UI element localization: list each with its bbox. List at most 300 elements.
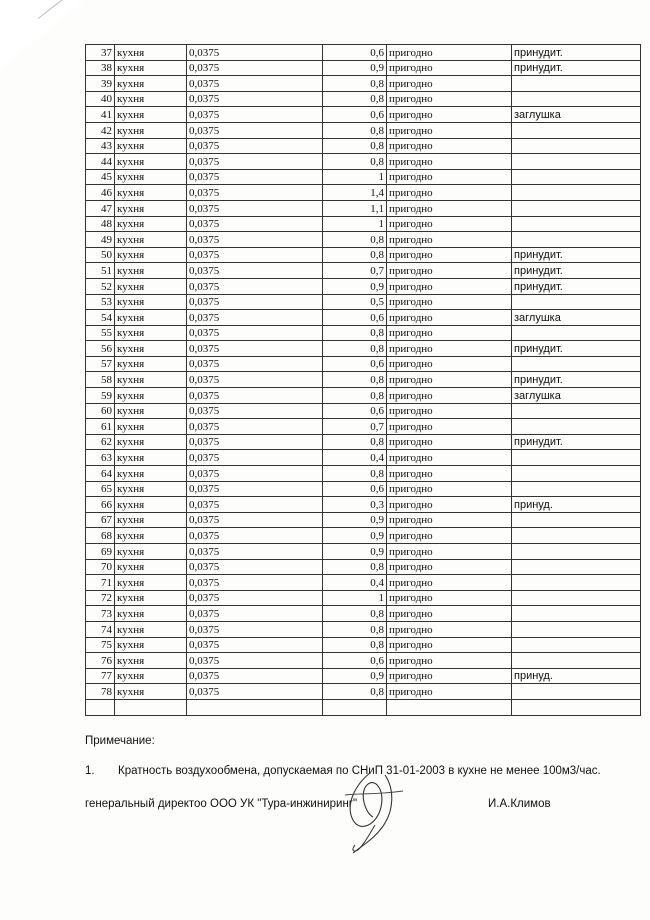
table-row <box>86 356 641 372</box>
air-speed-cell: 0,8 <box>323 91 387 107</box>
air-speed-cell: 0,8 <box>323 559 387 575</box>
status-text-cell: пригодно <box>387 575 512 591</box>
air-speed-cell: 0,8 <box>323 388 387 404</box>
room-name-cell: кухня <box>115 169 187 185</box>
row-number-cell: 41 <box>86 107 115 123</box>
status-text-cell: пригодно <box>387 466 512 482</box>
status-text-cell: пригодно <box>387 76 512 92</box>
note-text-cell <box>512 466 641 482</box>
table-row <box>86 169 641 185</box>
status-text-cell: пригодно <box>387 294 512 310</box>
air-speed-cell: 0,6 <box>323 653 387 669</box>
air-speed-cell: 0,9 <box>323 668 387 684</box>
vent-area-cell: 0,0375 <box>187 653 323 669</box>
status-text-cell: пригодно <box>387 232 512 248</box>
note-text-cell <box>512 216 641 232</box>
room-name-cell: кухня <box>115 450 187 466</box>
air-speed-cell: 1 <box>323 169 387 185</box>
table-row <box>86 325 641 341</box>
note-text-cell <box>512 232 641 248</box>
vent-area-cell: 0,0375 <box>187 684 323 700</box>
signatory-title: генеральный директоо ООО УК "Тура-инжиниринг" <box>85 798 358 810</box>
air-speed-cell: 0,9 <box>323 544 387 560</box>
room-name-cell: кухня <box>115 559 187 575</box>
status-text-cell: пригодно <box>387 185 512 201</box>
air-speed-cell: 0,4 <box>323 450 387 466</box>
room-name-cell: кухня <box>115 107 187 123</box>
row-number-cell: 50 <box>86 247 115 263</box>
vent-area-cell: 0,0375 <box>187 263 323 279</box>
vent-area-cell: 0,0375 <box>187 528 323 544</box>
table-row <box>86 138 641 154</box>
row-number-cell: 70 <box>86 559 115 575</box>
table-row <box>86 528 641 544</box>
row-number-cell: 49 <box>86 232 115 248</box>
table-row <box>86 310 641 326</box>
vent-area-cell: 0,0375 <box>187 185 323 201</box>
status-text-cell: пригодно <box>387 200 512 216</box>
air-speed-cell: 0,6 <box>323 45 387 61</box>
row-number-cell: 48 <box>86 216 115 232</box>
vent-area-cell: 0,0375 <box>187 169 323 185</box>
air-speed-cell: 0,8 <box>323 76 387 92</box>
table-row <box>86 590 641 606</box>
row-number-cell: 46 <box>86 185 115 201</box>
note-text-cell <box>512 653 641 669</box>
table-row <box>86 606 641 622</box>
note-text-cell <box>512 403 641 419</box>
vent-area-cell: 0,0375 <box>187 621 323 637</box>
row-number-cell: 52 <box>86 278 115 294</box>
vent-area-cell: 0,0375 <box>187 434 323 450</box>
status-text-cell: пригодно <box>387 107 512 123</box>
note-text-cell <box>512 138 641 154</box>
air-speed-cell: 0,8 <box>323 154 387 170</box>
air-speed-cell: 0,7 <box>323 263 387 279</box>
note-text-cell <box>512 621 641 637</box>
air-speed-cell: 1 <box>323 216 387 232</box>
vent-area-cell: 0,0375 <box>187 450 323 466</box>
vent-area-cell: 0,0375 <box>187 575 323 591</box>
table-row <box>86 154 641 170</box>
table-row <box>86 45 641 61</box>
vent-area-cell: 0,0375 <box>187 668 323 684</box>
air-speed-cell: 0,8 <box>323 247 387 263</box>
vent-area-cell: 0,0375 <box>187 122 323 138</box>
air-speed-cell: 0,9 <box>323 60 387 76</box>
status-text-cell: пригодно <box>387 528 512 544</box>
note-text-cell: принудит. <box>512 60 641 76</box>
status-text-cell: пригодно <box>387 512 512 528</box>
row-number-cell: 68 <box>86 528 115 544</box>
vent-area-cell: 0,0375 <box>187 356 323 372</box>
vent-area-cell: 0,0375 <box>187 372 323 388</box>
row-number-cell: 65 <box>86 481 115 497</box>
air-speed-cell: 0,6 <box>323 107 387 123</box>
vent-area-cell: 0,0375 <box>187 216 323 232</box>
note-text-cell <box>512 185 641 201</box>
air-speed-cell: 0,6 <box>323 403 387 419</box>
status-text-cell: пригодно <box>387 668 512 684</box>
table-row <box>86 668 641 684</box>
air-speed-cell: 0,9 <box>323 278 387 294</box>
vent-area-cell: 0,0375 <box>187 247 323 263</box>
row-number-cell: 72 <box>86 590 115 606</box>
note-text-cell: принуд. <box>512 668 641 684</box>
row-number-cell: 39 <box>86 76 115 92</box>
row-number-cell: 59 <box>86 388 115 404</box>
status-text-cell: пригодно <box>387 60 512 76</box>
vent-area-cell: 0,0375 <box>187 325 323 341</box>
folded-corner <box>0 0 85 70</box>
vent-area-cell: 0,0375 <box>187 403 323 419</box>
room-name-cell: кухня <box>115 653 187 669</box>
room-name-cell: кухня <box>115 481 187 497</box>
status-text-cell: пригодно <box>387 481 512 497</box>
note-text-cell <box>512 419 641 435</box>
vent-area-cell: 0,0375 <box>187 154 323 170</box>
row-number-cell: 63 <box>86 450 115 466</box>
status-text-cell: пригодно <box>387 372 512 388</box>
status-text-cell: пригодно <box>387 247 512 263</box>
status-text-cell: пригодно <box>387 138 512 154</box>
air-speed-cell: 1 <box>323 590 387 606</box>
row-number-cell: 60 <box>86 403 115 419</box>
status-text-cell: пригодно <box>387 310 512 326</box>
status-text-cell: пригодно <box>387 559 512 575</box>
table-row <box>86 60 641 76</box>
status-text-cell: пригодно <box>387 684 512 700</box>
status-text-cell: пригодно <box>387 621 512 637</box>
note-text-cell: принудит. <box>512 45 641 61</box>
note-text-cell <box>512 294 641 310</box>
room-name-cell: кухня <box>115 528 187 544</box>
table-row <box>86 621 641 637</box>
air-speed-cell: 0,8 <box>323 434 387 450</box>
vent-area-cell: 0,0375 <box>187 419 323 435</box>
air-speed-cell: 0,6 <box>323 310 387 326</box>
note-text-cell: заглушка <box>512 388 641 404</box>
note-text-cell <box>512 356 641 372</box>
room-name-cell: кухня <box>115 185 187 201</box>
table-row <box>86 512 641 528</box>
note-text-cell <box>512 325 641 341</box>
note-text-cell <box>512 559 641 575</box>
air-speed-cell: 0,6 <box>323 481 387 497</box>
table-row <box>86 497 641 513</box>
vent-area-cell: 0,0375 <box>187 497 323 513</box>
row-number-cell: 57 <box>86 356 115 372</box>
room-name-cell: кухня <box>115 200 187 216</box>
note-text-cell <box>512 512 641 528</box>
status-text-cell: пригодно <box>387 45 512 61</box>
row-number-cell: 75 <box>86 637 115 653</box>
row-number-cell: 62 <box>86 434 115 450</box>
row-number-cell: 44 <box>86 154 115 170</box>
table-row <box>86 185 641 201</box>
status-text-cell: пригодно <box>387 434 512 450</box>
table-row <box>86 544 641 560</box>
room-name-cell: кухня <box>115 310 187 326</box>
table-row <box>86 653 641 669</box>
status-text-cell: пригодно <box>387 122 512 138</box>
vent-area-cell: 0,0375 <box>187 310 323 326</box>
air-speed-cell: 0,8 <box>323 325 387 341</box>
note-text-cell <box>512 590 641 606</box>
status-text-cell: пригодно <box>387 497 512 513</box>
table-row <box>86 403 641 419</box>
vent-area-cell: 0,0375 <box>187 590 323 606</box>
note-text-cell: принудит. <box>512 372 641 388</box>
row-number-cell <box>86 699 115 715</box>
table-row <box>86 294 641 310</box>
vent-area-cell: 0,0375 <box>187 388 323 404</box>
air-speed-cell: 0,8 <box>323 637 387 653</box>
room-name-cell: кухня <box>115 138 187 154</box>
table-row <box>86 372 641 388</box>
note-text-cell <box>512 528 641 544</box>
room-name-cell: кухня <box>115 590 187 606</box>
vent-area-cell: 0,0375 <box>187 107 323 123</box>
table-row <box>86 481 641 497</box>
room-name-cell: кухня <box>115 403 187 419</box>
note-text-cell: принудит. <box>512 263 641 279</box>
note-text-cell: принудит. <box>512 434 641 450</box>
table-row <box>86 419 641 435</box>
note-text-cell: заглушка <box>512 310 641 326</box>
air-speed-cell <box>323 699 387 715</box>
row-number-cell: 74 <box>86 621 115 637</box>
table-row <box>86 341 641 357</box>
air-speed-cell: 1,1 <box>323 200 387 216</box>
note-text-cell <box>512 91 641 107</box>
handwritten-signature <box>315 765 425 860</box>
room-name-cell: кухня <box>115 637 187 653</box>
room-name-cell: кухня <box>115 122 187 138</box>
row-number-cell: 76 <box>86 653 115 669</box>
vent-area-cell: 0,0375 <box>187 637 323 653</box>
room-name-cell: кухня <box>115 325 187 341</box>
status-text-cell: пригодно <box>387 341 512 357</box>
vent-area-cell: 0,0375 <box>187 294 323 310</box>
air-speed-cell: 1,4 <box>323 185 387 201</box>
row-number-cell: 58 <box>86 372 115 388</box>
row-number-cell: 37 <box>86 45 115 61</box>
room-name-cell: кухня <box>115 621 187 637</box>
note-text-cell: заглушка <box>512 107 641 123</box>
vent-area-cell: 0,0375 <box>187 138 323 154</box>
vent-area-cell: 0,0375 <box>187 278 323 294</box>
row-number-cell: 69 <box>86 544 115 560</box>
room-name-cell: кухня <box>115 434 187 450</box>
room-name-cell: кухня <box>115 606 187 622</box>
table-row <box>86 247 641 263</box>
note-text-cell <box>512 575 641 591</box>
status-text-cell: пригодно <box>387 278 512 294</box>
air-speed-cell: 0,8 <box>323 466 387 482</box>
note-text-cell: принудит. <box>512 278 641 294</box>
air-speed-cell: 0,8 <box>323 341 387 357</box>
room-name-cell: кухня <box>115 466 187 482</box>
room-name-cell <box>115 699 187 715</box>
air-speed-cell: 0,8 <box>323 606 387 622</box>
row-number-cell: 66 <box>86 497 115 513</box>
ventilation-table <box>85 44 641 716</box>
note-text-cell <box>512 450 641 466</box>
note-heading: Примечание: <box>85 735 155 747</box>
note-text-cell <box>512 169 641 185</box>
note-text-cell: принуд. <box>512 497 641 513</box>
status-text-cell: пригодно <box>387 154 512 170</box>
room-name-cell: кухня <box>115 575 187 591</box>
room-name-cell: кухня <box>115 154 187 170</box>
status-text-cell: пригодно <box>387 450 512 466</box>
row-number-cell: 42 <box>86 122 115 138</box>
table-row <box>86 575 641 591</box>
row-number-cell: 61 <box>86 419 115 435</box>
status-text-cell: пригодно <box>387 419 512 435</box>
status-text-cell: пригодно <box>387 653 512 669</box>
room-name-cell: кухня <box>115 216 187 232</box>
row-number-cell: 40 <box>86 91 115 107</box>
table-row <box>86 76 641 92</box>
row-number-cell: 38 <box>86 60 115 76</box>
status-text-cell: пригодно <box>387 325 512 341</box>
note-text-cell <box>512 637 641 653</box>
room-name-cell: кухня <box>115 497 187 513</box>
table-row <box>86 263 641 279</box>
row-number-cell: 43 <box>86 138 115 154</box>
signatory-name: И.А.Климов <box>488 798 551 810</box>
status-text-cell: пригодно <box>387 544 512 560</box>
row-number-cell: 71 <box>86 575 115 591</box>
status-text-cell: пригодно <box>387 637 512 653</box>
vent-area-cell: 0,0375 <box>187 481 323 497</box>
air-speed-cell: 0,5 <box>323 294 387 310</box>
note-text-cell <box>512 544 641 560</box>
room-name-cell: кухня <box>115 544 187 560</box>
status-text-cell <box>387 699 512 715</box>
row-number-cell: 77 <box>86 668 115 684</box>
table-row <box>86 122 641 138</box>
air-speed-cell: 0,6 <box>323 356 387 372</box>
row-number-cell: 47 <box>86 200 115 216</box>
table-row <box>86 466 641 482</box>
note-number: 1. <box>85 765 95 777</box>
status-text-cell: пригодно <box>387 91 512 107</box>
vent-area-cell: 0,0375 <box>187 45 323 61</box>
room-name-cell: кухня <box>115 668 187 684</box>
room-name-cell: кухня <box>115 419 187 435</box>
room-name-cell: кухня <box>115 684 187 700</box>
note-text-cell: принудит. <box>512 341 641 357</box>
table-row <box>86 232 641 248</box>
table-row <box>86 684 641 700</box>
note-text-cell <box>512 200 641 216</box>
status-text-cell: пригодно <box>387 606 512 622</box>
row-number-cell: 56 <box>86 341 115 357</box>
row-number-cell: 55 <box>86 325 115 341</box>
air-speed-cell: 0,9 <box>323 512 387 528</box>
note-text: Кратность воздухообмена, допускаемая по СНиП 31-01-2003 в кухне не менее 100м3/час. <box>118 765 601 777</box>
room-name-cell: кухня <box>115 247 187 263</box>
status-text-cell: пригодно <box>387 263 512 279</box>
status-text-cell: пригодно <box>387 216 512 232</box>
status-text-cell: пригодно <box>387 169 512 185</box>
vent-area-cell: 0,0375 <box>187 559 323 575</box>
status-text-cell: пригодно <box>387 356 512 372</box>
room-name-cell: кухня <box>115 60 187 76</box>
air-speed-cell: 0,8 <box>323 138 387 154</box>
vent-area-cell: 0,0375 <box>187 200 323 216</box>
room-name-cell: кухня <box>115 512 187 528</box>
note-text-cell <box>512 481 641 497</box>
vent-area-cell: 0,0375 <box>187 606 323 622</box>
note-text-cell <box>512 76 641 92</box>
room-name-cell: кухня <box>115 278 187 294</box>
table-row <box>86 699 641 715</box>
table-row <box>86 450 641 466</box>
table-row <box>86 200 641 216</box>
room-name-cell: кухня <box>115 45 187 61</box>
note-text-cell <box>512 154 641 170</box>
table-row <box>86 637 641 653</box>
status-text-cell: пригодно <box>387 388 512 404</box>
air-speed-cell: 0,8 <box>323 372 387 388</box>
vent-area-cell: 0,0375 <box>187 91 323 107</box>
note-text-cell: принудит. <box>512 247 641 263</box>
room-name-cell: кухня <box>115 76 187 92</box>
table-row <box>86 91 641 107</box>
table-row <box>86 559 641 575</box>
room-name-cell: кухня <box>115 263 187 279</box>
status-text-cell: пригодно <box>387 403 512 419</box>
table-row <box>86 107 641 123</box>
air-speed-cell: 0,8 <box>323 621 387 637</box>
note-text-cell <box>512 684 641 700</box>
air-speed-cell: 0,8 <box>323 232 387 248</box>
table-row <box>86 388 641 404</box>
row-number-cell: 73 <box>86 606 115 622</box>
status-text-cell: пригодно <box>387 590 512 606</box>
air-speed-cell: 0,9 <box>323 528 387 544</box>
room-name-cell: кухня <box>115 388 187 404</box>
air-speed-cell: 0,3 <box>323 497 387 513</box>
vent-area-cell: 0,0375 <box>187 76 323 92</box>
air-speed-cell: 0,7 <box>323 419 387 435</box>
room-name-cell: кухня <box>115 341 187 357</box>
vent-area-cell: 0,0375 <box>187 60 323 76</box>
room-name-cell: кухня <box>115 91 187 107</box>
room-name-cell: кухня <box>115 372 187 388</box>
note-text-cell <box>512 606 641 622</box>
note-text-cell <box>512 122 641 138</box>
row-number-cell: 54 <box>86 310 115 326</box>
room-name-cell: кухня <box>115 356 187 372</box>
vent-area-cell: 0,0375 <box>187 466 323 482</box>
row-number-cell: 67 <box>86 512 115 528</box>
room-name-cell: кухня <box>115 294 187 310</box>
row-number-cell: 53 <box>86 294 115 310</box>
row-number-cell: 51 <box>86 263 115 279</box>
vent-area-cell <box>187 699 323 715</box>
row-number-cell: 78 <box>86 684 115 700</box>
row-number-cell: 45 <box>86 169 115 185</box>
vent-area-cell: 0,0375 <box>187 232 323 248</box>
note-text-cell <box>512 699 641 715</box>
table-row <box>86 278 641 294</box>
vent-area-cell: 0,0375 <box>187 544 323 560</box>
